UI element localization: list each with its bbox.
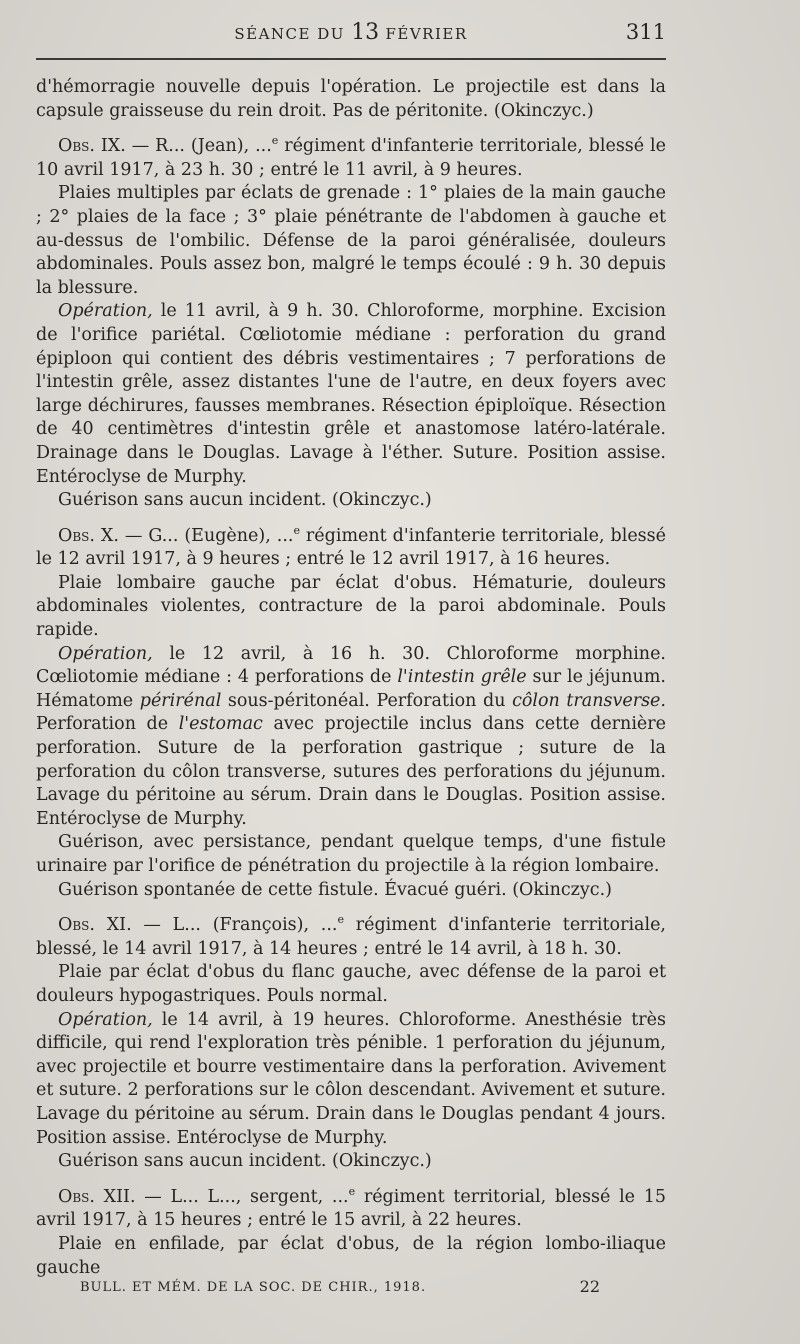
- page-footer: [80, 1277, 600, 1302]
- operation-italic-term: côlon transverse.: [512, 690, 666, 711]
- observation-9-heading: [36, 135, 666, 182]
- running-head-month: FÉVRIER: [385, 25, 468, 43]
- observation-11-operation: [36, 1009, 666, 1151]
- observation-9-wounds: Plaies multiples par éclats de grenade : 1° plaies de la main gauche ; 2° plaies de la face ; 3° plaie pénétrante de l'abdomen à gauche et au-dessus de l'ombilic. Défense de la paroi généralisée, douleurs abdominales. Pouls assez bon, malgré le temps écoulé : 9 h. 30 depuis la blessure.: [36, 183, 666, 298]
- operation-label: Opération,: [58, 1009, 153, 1030]
- running-head-day: 13: [351, 20, 380, 45]
- operation-text: sur le jéjunum. Hématome: [36, 667, 666, 711]
- observation-12-heading: [36, 1186, 666, 1233]
- observation-patient: — L... L..., sergent, ...: [135, 1186, 349, 1207]
- observation-11-outcome: Guérison sans aucun incident. (Okinczyc.): [58, 1151, 432, 1172]
- superscript: e: [337, 913, 344, 927]
- superscript: e: [271, 134, 279, 148]
- operation-text: le 12 avril, à 16 h. 30. Chloroforme morphine. Cœliotomie médiane : 4 perforations de: [36, 643, 666, 688]
- signature-mark: 22: [579, 1277, 600, 1296]
- observation-details: régiment territorial, blessé le 15 avril 1917, à 15 heures ; entré le 15 avril, à 22 heures.: [36, 1186, 667, 1231]
- operation-italic-term: l'intestin grêle: [397, 667, 527, 688]
- observation-patient: — R... (Jean), ...: [125, 136, 272, 157]
- observation-patient: — L... (François), ...: [131, 915, 338, 936]
- operation-text: sous-péritonéal. Perforation du: [221, 690, 513, 711]
- operation-label: Opération,: [58, 301, 153, 322]
- observation-11-wounds: Plaie par éclat d'obus du flanc gauche, avec défense de la paroi et douleurs hypogastriques. Pouls normal.: [36, 962, 666, 1006]
- observation-patient: — G... (Eugène), ...: [118, 525, 294, 546]
- body-text: [36, 76, 666, 1280]
- running-head-prefix: SÉANCE DU: [234, 25, 345, 43]
- observation-11-heading: [36, 914, 666, 961]
- operation-text: avec projectile inclus dans cette dernière perforation. Suture de la perforation gastrique ; suture de la perforation du côlon transverse, sutures des perforations du jéjunum. Lavage du péritoine au sérum. Drain dans le Douglas. Position assise. Entéroclyse de Murphy.: [36, 714, 666, 829]
- observation-9-operation: [36, 300, 666, 489]
- observation-12-wounds: Plaie en enfilade, par éclat d'obus, de la région lombo-iliaque gauche: [36, 1233, 666, 1278]
- running-head: [36, 20, 666, 45]
- operation-text: le 14 avril, à 19 heures. Chloroforme. Anesthésie très difficile, qui rend l'exploration très pénible. 1 perforation du jéjunum, avec projectile et bourre vestimentaire dans la perforation. Avivement et suture. 2 perforations sur le côlon descendant. Avivement et suture. Lavage du péritoine au sérum. Drain dans le Douglas pendant 4 jours. Position assise. Entéroclyse de Murphy.: [36, 1009, 666, 1148]
- observation-label: Obs. XII.: [58, 1186, 136, 1207]
- observation-10-outcome: Guérison, avec persistance, pendant quelque temps, d'une fistule urinaire par l'orifice de pénétration du projectile à la région lombaire.: [36, 832, 666, 876]
- superscript: e: [348, 1184, 356, 1198]
- operation-label: Opération,: [58, 643, 153, 664]
- operation-italic-term: périrénal: [139, 690, 222, 711]
- observation-10-heading: [36, 525, 666, 572]
- operation-text: Perforation de: [36, 714, 179, 735]
- observation-details: régiment d'infanterie territoriale, blessé le 12 avril 1917, à 9 heures ; entré le 12 avril 1917, à 16 heures.: [36, 525, 667, 570]
- observation-10-outcome-2: Guérison spontanée de cette fistule. Évacué guéri. (Okinczyc.): [58, 879, 612, 900]
- journal-citation: BULL. ET MÉM. DE LA SOC. DE CHIR., 1918.: [80, 1280, 427, 1295]
- superscript: e: [293, 523, 300, 537]
- continuation-paragraph: d'hémorragie nouvelle depuis l'opération. Le projectile est dans la capsule graisseuse du rein droit. Pas de péritonite. (Okinczyc.): [36, 77, 666, 121]
- operation-text: le 11 avril, à 9 h. 30. Chloroforme, morphine. Excision de l'orifice pariétal. Cœliotomie médiane : perforation du grand épiploon qui contient des débris vestimentaires ; 7 perforations de l'intestin grêle, assez distantes l'une de l'autre, en deux foyers avec large déchirures, fausses membranes. Résection épiploïque. Résection de 40 centimètres d'intestin grêle et anastomose latéro-latérale. Drainage dans le Douglas. Lavage à l'éther. Suture. Position assise. Entéroclyse de Murphy.: [36, 301, 666, 487]
- header-rule: [36, 58, 666, 60]
- page-header: [36, 20, 666, 48]
- observation-details: régiment d'infanterie territoriale, blessé, le 14 avril 1917, à 14 heures ; entré le 14 avril, à 18 h. 30.: [36, 915, 666, 959]
- observation-label: Obs. X.: [58, 525, 119, 546]
- observation-label: Obs. XI.: [58, 915, 132, 936]
- observation-10-wounds: Plaie lombaire gauche par éclat d'obus. Hématurie, douleurs abdominales violentes, contracture de la paroi abdominale. Pouls rapide.: [36, 572, 666, 641]
- observation-9-outcome: Guérison sans aucun incident. (Okinczyc.): [58, 490, 432, 511]
- operation-italic-term: l'estomac: [178, 714, 263, 735]
- page-number: 311: [625, 20, 666, 44]
- observation-10-operation: [36, 643, 666, 832]
- observation-label: Obs. IX.: [58, 136, 126, 157]
- observation-details: régiment d'infanterie territoriale, blessé le 10 avril 1917, à 23 h. 30 ; entré le 11 avril, à 9 heures.: [36, 136, 666, 180]
